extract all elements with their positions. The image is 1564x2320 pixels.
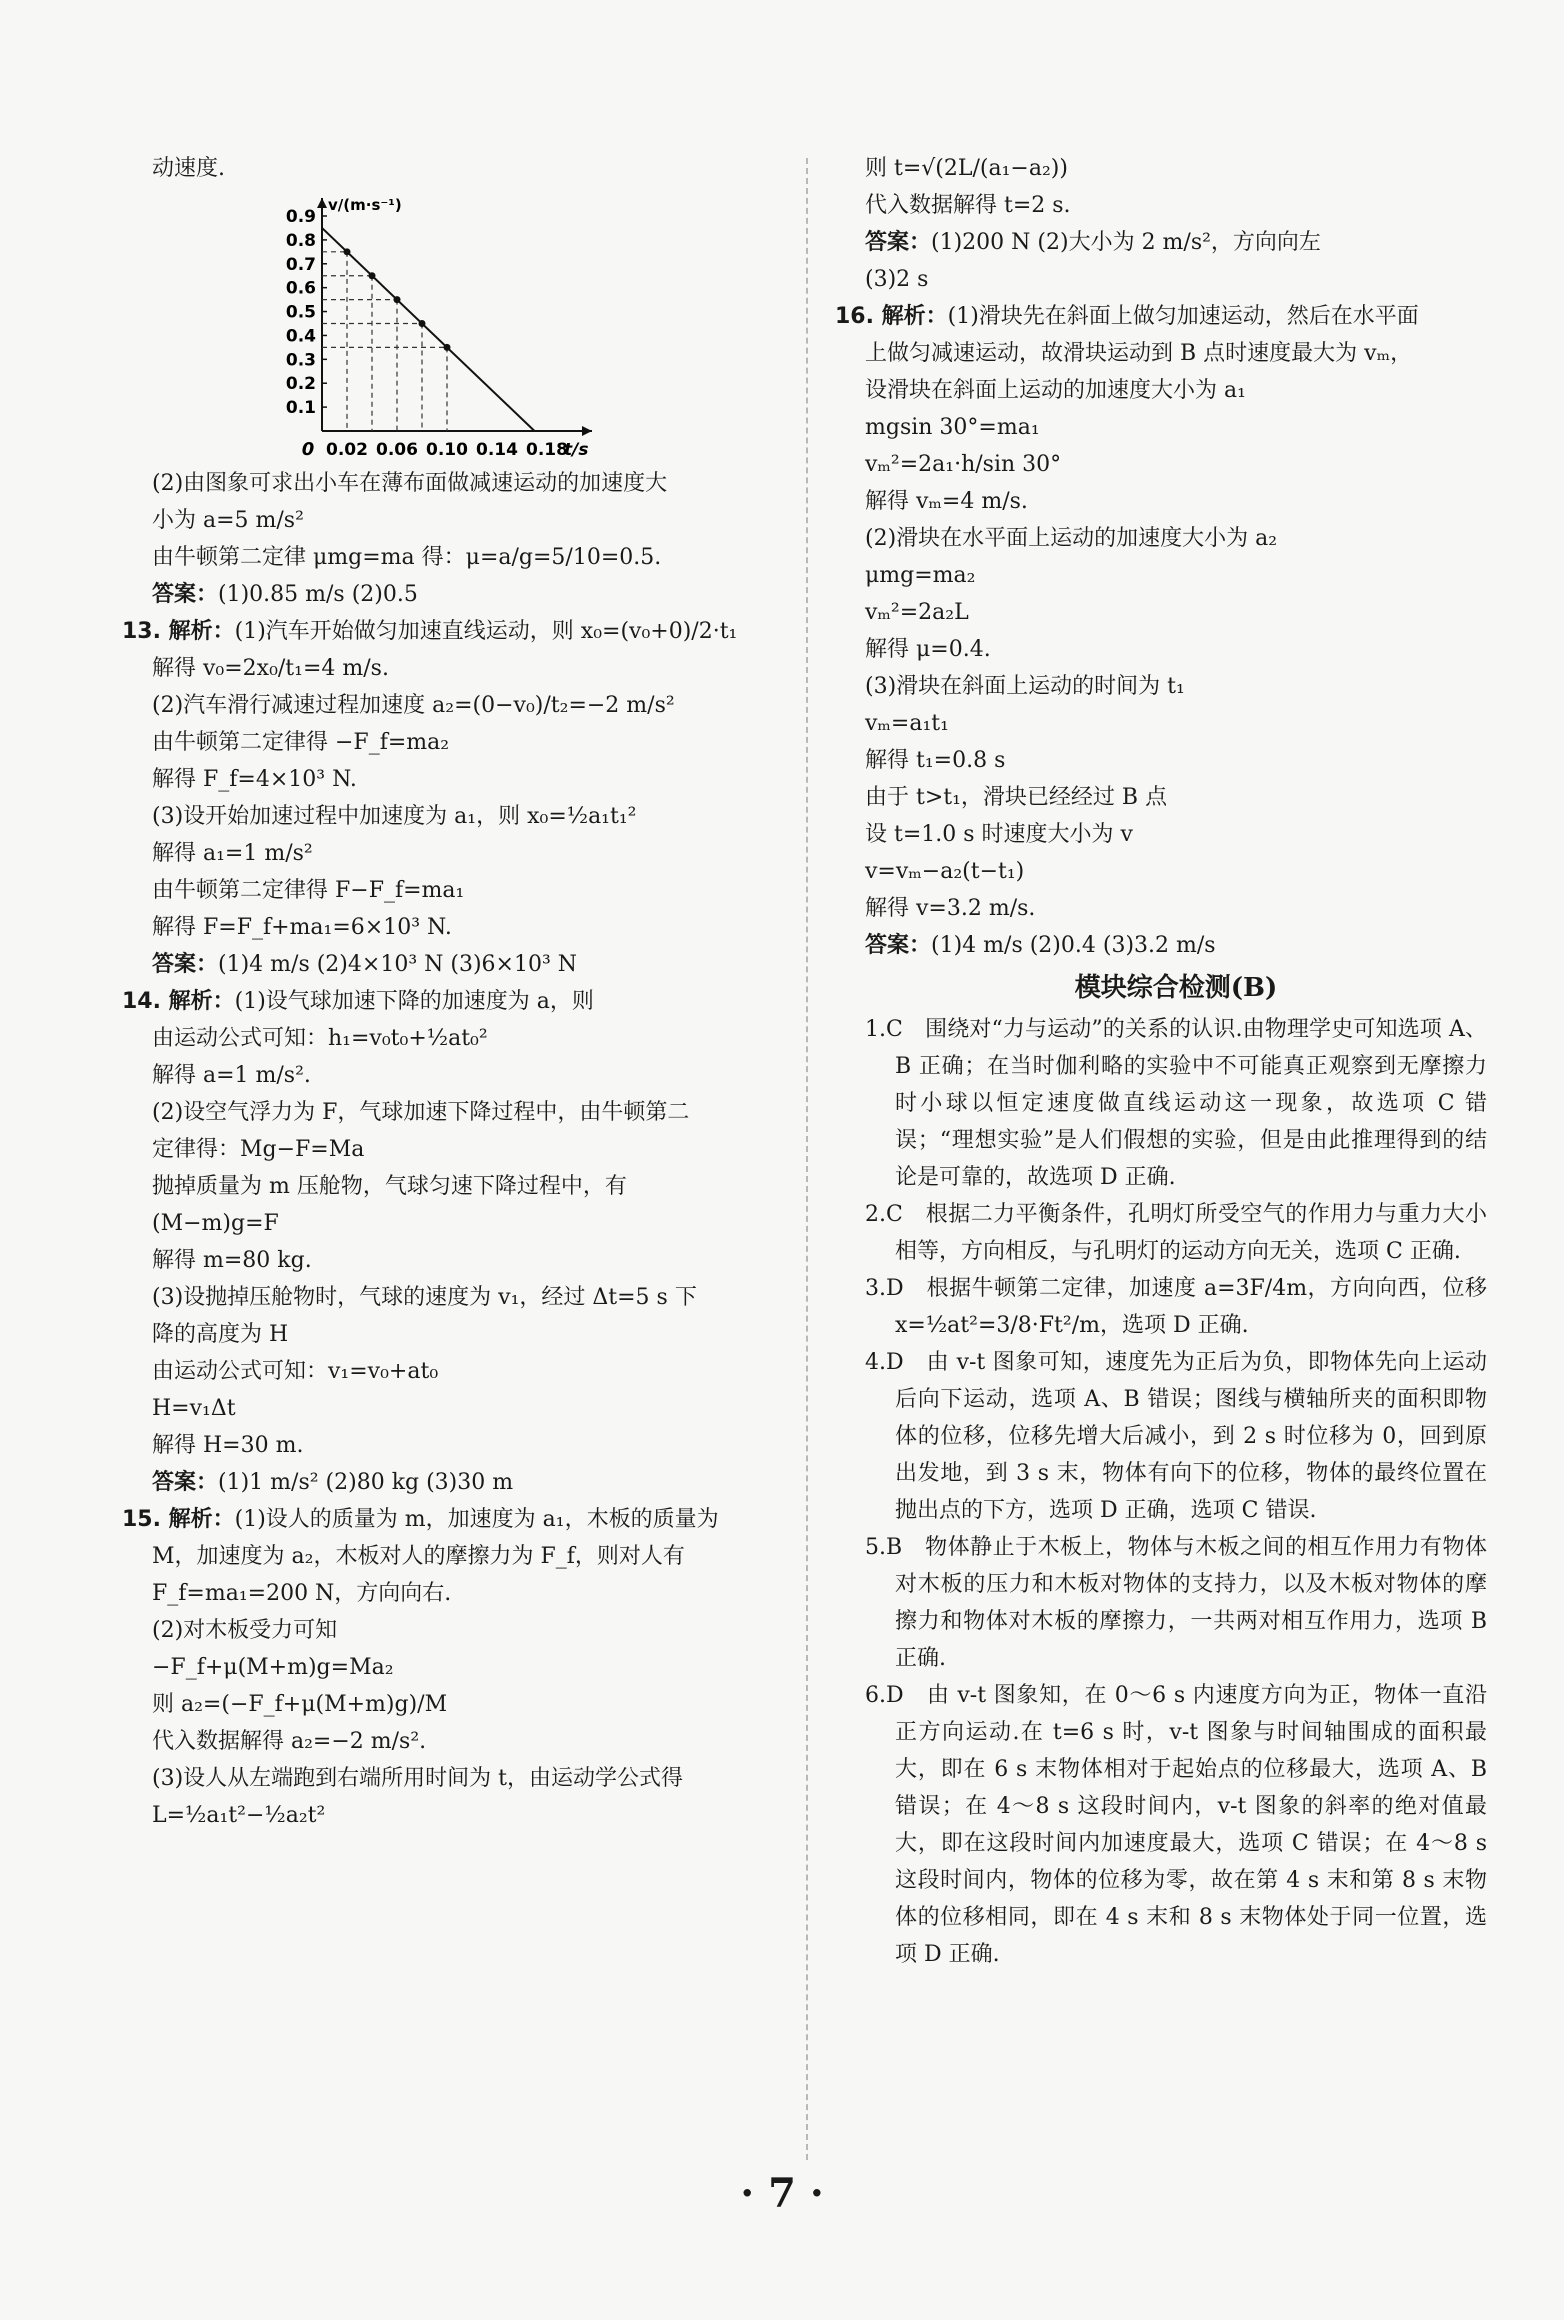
section-title: 模块综合检测(B) [1074, 973, 1278, 1003]
text-line: 由运动公式可知：h₁=v₀t₀+½at₀² [152, 1026, 488, 1051]
text-line [122, 1501, 782, 1538]
label-prefix: 答案： [152, 1470, 219, 1495]
page-number: · 7 · [740, 2170, 824, 2217]
line-body: (1)汽车开始做匀加速直线运动，则 x₀=(v₀+0)/2·t₁ [234, 619, 738, 644]
label-prefix: 答案： [865, 230, 932, 255]
text-line: 解得 vₘ=4 m/s. [865, 489, 1028, 514]
text-line: (2)对木板受力可知 [152, 1618, 338, 1643]
answer-item: 1.C 围绕对“力与运动”的关系的认识.由物理学史可知选项 A、B 正确；在当时伽利略的实验中不可能真正观察到无摩擦力时小球以恒定速度做直线运动这一现象，故选项 C 错误；“理想实验”是人们假想的实验，但是由此推理得到的结论是可靠的，故选项 D 正确. [865, 1017, 1487, 1190]
label-prefix: 13. 解析： [122, 619, 235, 644]
text-line: 降的高度为 H [152, 1322, 289, 1347]
text-line: F_f=ma₁=200 N，方向向右. [152, 1581, 452, 1606]
mcq-answers [865, 1011, 1487, 1973]
y-tick-label: 0.3 [285, 350, 316, 371]
text-line: (2)汽车滑行减速过程加速度 a₂=(0−v₀)/t₂=−2 m/s² [152, 693, 675, 718]
text-line: 小为 a=5 m/s² [152, 508, 304, 533]
y-axis-label: v/(m·s⁻¹) [328, 196, 402, 214]
text-line: μmg=ma₂ [865, 563, 976, 588]
x-tick-label: 0.06 [376, 440, 418, 460]
text-line: 定律得：Mg−F=Ma [152, 1137, 365, 1162]
text-line: 由于 t>t₁，滑块已经经过 B 点 [865, 785, 1168, 810]
y-axis-arrow [317, 198, 327, 208]
y-tick-label: 0.1 [285, 398, 316, 419]
x-tick-label: 0.02 [326, 440, 368, 460]
y-tick-label: 0.2 [285, 374, 316, 395]
text-line: M，加速度为 a₂，木板对人的摩擦力为 F_f，则对人有 [152, 1544, 685, 1569]
line-body: (1)4 m/s (2)0.4 (3)3.2 m/s [931, 933, 1216, 958]
line-body: (1)设气球加速下降的加速度为 a，则 [234, 989, 594, 1014]
text-line: 解得 F=F_f+ma₁=6×10³ N. [152, 915, 452, 940]
data-point [419, 320, 426, 327]
x-axis-arrow [582, 426, 592, 436]
text-line [122, 983, 782, 1020]
text-line [152, 576, 782, 613]
text-line: 由运动公式可知：v₁=v₀+at₀ [152, 1359, 439, 1384]
text-line: 抛掉质量为 m 压舱物，气球匀速下降过程中，有 [152, 1174, 627, 1199]
label-prefix: 答案： [865, 933, 932, 958]
text-line: 解得 a₁=1 m/s² [152, 841, 313, 866]
label-prefix: 答案： [152, 582, 219, 607]
right-column [835, 150, 1487, 1973]
text-line: 解得 m=80 kg. [152, 1248, 312, 1273]
answer-item: 3.D 根据牛顿第二定律，加速度 a=3F/4m，方向向西，位移 x=½at²=3/8·Ft²/m，选项 D 正确. [865, 1276, 1487, 1338]
left-text-lines [122, 465, 782, 1834]
text-line: mgsin 30°=ma₁ [865, 415, 1040, 440]
y-tick-label: 0.8 [285, 230, 316, 251]
text-line: vₘ²=2a₂L [865, 600, 969, 625]
text-line: 设 t=1.0 s 时速度大小为 v [865, 822, 1133, 847]
text-line [152, 1464, 782, 1501]
line-body: (1)1 m/s² (2)80 kg (3)30 m [218, 1470, 514, 1495]
text-line: vₘ=a₁t₁ [865, 711, 949, 736]
text-line: 代入数据解得 a₂=−2 m/s². [152, 1729, 427, 1754]
fit-line [322, 228, 535, 431]
text-line: 由牛顿第二定律得 −F_f=ma₂ [152, 730, 450, 755]
y-tick-label: 0.4 [285, 326, 316, 347]
answer-item: 4.D 由 v-t 图象可知，速度先为正后为负，即物体先向上运动后向下运动，选项 A、B 错误；图线与横轴所夹的面积即物体的位移，位移先增大后减小，到 2 s 时位移为 0，回到原出发地，到 3 s 末，物体有向下的位移，物体的最终位置在抛出点的下方，选项 D 正确，选项 C 错误. [865, 1350, 1487, 1523]
label-prefix: 14. 解析： [122, 989, 235, 1014]
text-line: H=v₁Δt [152, 1396, 236, 1421]
text-line: (3)设开始加速过程中加速度为 a₁，则 x₀=½a₁t₁² [152, 804, 637, 829]
text-line: (3)设人从左端跑到右端所用时间为 t，由运动学公式得 [152, 1766, 683, 1791]
text-line [122, 613, 782, 650]
line-body: (1)200 N (2)大小为 2 m/s²，方向向左 [931, 230, 1321, 255]
text-line: 由牛顿第二定律 μmg=ma 得：μ=a/g=5/10=0.5. [152, 545, 662, 570]
y-tick-label: 0.9 [285, 207, 316, 227]
text-line: (2)滑块在水平面上运动的加速度大小为 a₂ [865, 526, 1278, 551]
text-line: 则 a₂=(−F_f+μ(M+m)g)/M [152, 1692, 448, 1717]
left-column [122, 150, 782, 1834]
text-line: L=½a₁t²−½a₂t² [152, 1803, 326, 1828]
text-line: −F_f+μ(M+m)g=Ma₂ [152, 1655, 394, 1680]
data-point [344, 248, 351, 255]
text-line: 解得 a=1 m/s². [152, 1063, 311, 1088]
y-tick-label: 0.5 [285, 302, 316, 323]
text-line [865, 224, 1487, 261]
text-line: 解得 v₀=2x₀/t₁=4 m/s. [152, 656, 389, 681]
text-line: 设滑块在斜面上运动的加速度大小为 a₁ [865, 378, 1246, 403]
x-tick-label: 0.18 [526, 440, 568, 460]
data-point [444, 344, 451, 351]
answer-item: 5.B 物体静止于木板上，物体与木板之间的相互作用力有物体对木板的压力和木板对物体的支持力，以及木板对物体的摩擦力和物体对木板的摩擦力，一共两对相互作用力，选项 B 正确. [865, 1535, 1487, 1671]
answer-item: 2.C 根据二力平衡条件，孔明灯所受空气的作用力与重力大小相等，方向相反，与孔明灯的运动方向无关，选项 C 正确. [865, 1202, 1487, 1264]
text-line: 代入数据解得 t=2 s. [865, 193, 1071, 218]
text-line: (3)设抛掉压舱物时，气球的速度为 v₁，经过 Δt=5 s 下 [152, 1285, 697, 1310]
line-body: (1)设人的质量为 m，加速度为 a₁，木板的质量为 [234, 1507, 719, 1532]
x-axis-label: t/s [564, 440, 589, 460]
line-body: (1)4 m/s (2)4×10³ N (3)6×10³ N [218, 952, 578, 977]
text-line: vₘ²=2a₁·h/sin 30° [865, 452, 1062, 477]
label-prefix: 15. 解析： [122, 1507, 235, 1532]
x-tick-label: 0.10 [426, 440, 468, 460]
text-line: 则 t=√(2L/(a₁−a₂)) [865, 156, 1068, 181]
answer-item: 6.D 由 v-t 图象知，在 0～6 s 内速度方向为正，物体一直沿正方向运动.在 t=6 s 时，v-t 图象与时间轴围成的面积最大，即在 6 s 末物体相对于起始点的位移最大，选项 A、B 错误；在 4～8 s 这段时间内，v-t 图象的斜率的绝对值最大，即在这段时间内加速度最大，选项 C 错误；在 4～8 s 这段时间内，物体的位移为零，故在第 4 s 末和第 8 s 末物体的位移相同，即在 4 s 末和 8 s 末物体处于同一位置，选项 D 正确. [865, 1683, 1487, 1967]
text-line: 上做匀减速运动，故滑块运动到 B 点时速度最大为 vₘ， [865, 341, 1413, 366]
line-body: (1)0.85 m/s (2)0.5 [218, 582, 418, 607]
text-line: 解得 t₁=0.8 s [865, 748, 1006, 773]
line-body: (1)滑块先在斜面上做匀加速运动，然后在水平面 [947, 304, 1419, 329]
text-line: (2)设空气浮力为 F，气球加速下降过程中，由牛顿第二 [152, 1100, 690, 1125]
label-prefix: 答案： [152, 952, 219, 977]
column-divider [806, 158, 808, 2160]
text-line: (M−m)g=F [152, 1211, 279, 1236]
data-point [394, 296, 401, 303]
text-line: 解得 μ=0.4. [865, 637, 991, 662]
text-line: 解得 v=3.2 m/s. [865, 896, 1036, 921]
velocity-time-chart [282, 191, 612, 461]
text-line: v=vₘ−a₂(t−t₁) [865, 859, 1025, 884]
text-line: (3)滑块在斜面上运动的时间为 t₁ [865, 674, 1185, 699]
data-point [369, 272, 376, 279]
right-text-lines [835, 150, 1487, 964]
x-tick-label: 0.14 [476, 440, 518, 460]
text-line: 解得 H=30 m. [152, 1433, 304, 1458]
y-tick-label: 0.6 [285, 278, 316, 299]
origin-label: 0 [301, 439, 315, 460]
text-line [152, 946, 782, 983]
text-line [865, 927, 1487, 964]
y-tick-label: 0.7 [285, 254, 316, 275]
label-prefix: 16. 解析： [835, 304, 948, 329]
text-line: (2)由图象可求出小车在薄布面做减速运动的加速度大 [152, 471, 668, 496]
text-line: (3)2 s [865, 267, 929, 292]
text-line [835, 298, 1487, 335]
top-line: 动速度. [152, 156, 225, 181]
text-line: 解得 F_f=4×10³ N. [152, 767, 357, 792]
text-line: 由牛顿第二定律得 F−F_f=ma₁ [152, 878, 465, 903]
